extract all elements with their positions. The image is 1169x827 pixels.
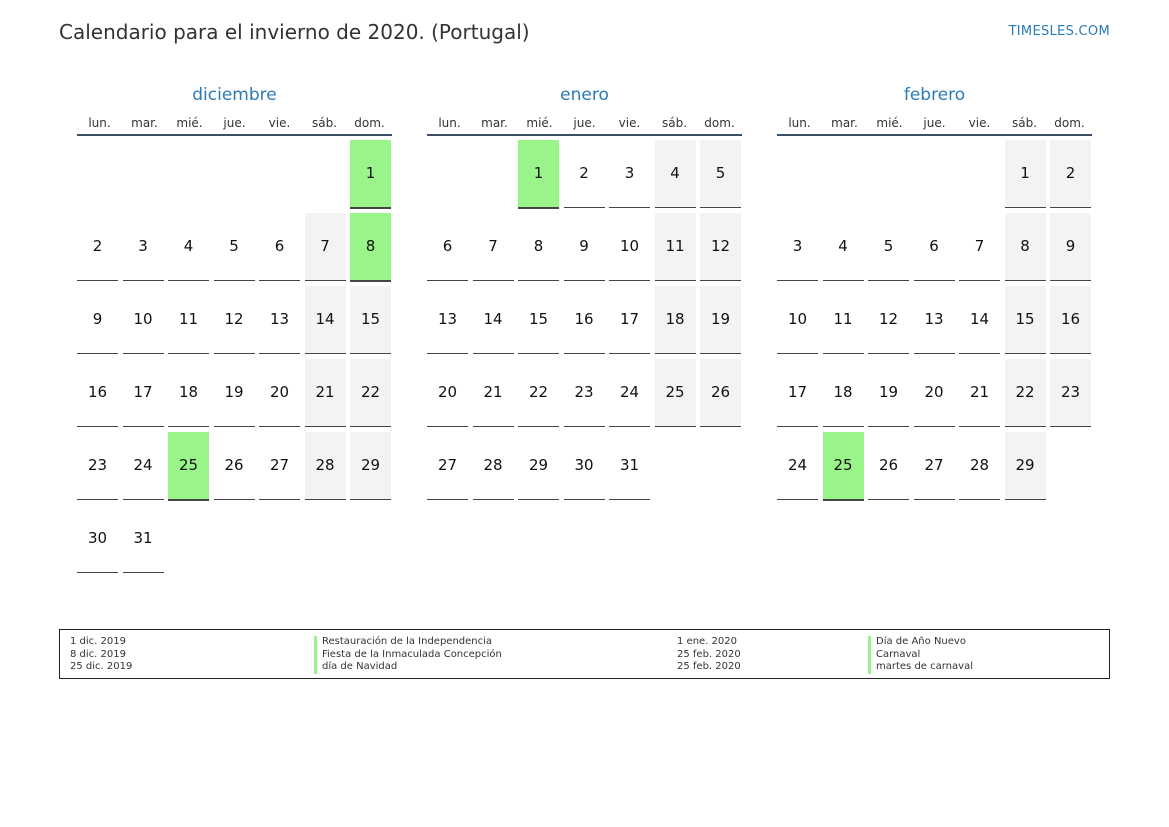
day-cell: 8 (518, 213, 559, 281)
day-cell: 24 (123, 432, 164, 500)
legend-holiday-name: Restauración de la Independencia (314, 636, 502, 649)
legend-date: 1 ene. 2020 (677, 636, 737, 647)
weekday-label: vie. (618, 116, 641, 130)
day-cell: 12 (868, 286, 909, 354)
day-cell: 27 (259, 432, 300, 500)
day-cell: 12 (700, 213, 741, 281)
day-cell: 18 (655, 286, 696, 354)
day-cell: 18 (168, 359, 209, 427)
day-cell: 17 (777, 359, 818, 427)
holiday-day-cell: 25 (168, 432, 209, 501)
holiday-day-cell: 1 (350, 140, 391, 209)
day-cell: 10 (777, 286, 818, 354)
day-cell: 13 (427, 286, 468, 354)
day-cell: 24 (777, 432, 818, 500)
day-cell: 6 (914, 213, 955, 281)
day-cell: 27 (914, 432, 955, 500)
legend-date: 25 feb. 2020 (677, 648, 741, 660)
day-cell: 29 (350, 432, 391, 500)
day-cell: 28 (959, 432, 1000, 500)
day-cell: 10 (609, 213, 650, 281)
day-cell: 3 (609, 140, 650, 208)
weekday-header (77, 112, 392, 136)
day-cell: 4 (168, 213, 209, 281)
weekday-label: lun. (88, 116, 111, 130)
legend-date: 25 dic. 2019 (70, 661, 133, 672)
day-cell: 15 (350, 286, 391, 354)
weekday-label: lun. (788, 116, 811, 130)
day-cell: 19 (700, 286, 741, 354)
day-cell: 30 (564, 432, 605, 500)
weekday-label: lun. (438, 116, 461, 130)
day-cell: 21 (305, 359, 346, 427)
day-cell: 26 (868, 432, 909, 500)
day-cell: 14 (959, 286, 1000, 354)
day-cell: 17 (123, 359, 164, 427)
weekday-label: sáb. (311, 116, 338, 130)
day-cell: 28 (473, 432, 514, 500)
site-link[interactable]: TIMESLES.COM (1008, 24, 1110, 39)
day-cell: 5 (700, 140, 741, 208)
weekday-label: dom. (1054, 116, 1085, 130)
day-cell: 25 (655, 359, 696, 427)
legend-date: 25 feb. 2020 (677, 661, 741, 672)
month-febrero (777, 82, 1092, 474)
day-cell: 7 (473, 213, 514, 281)
day-cell: 8 (1005, 213, 1046, 281)
day-cell: 23 (1050, 359, 1091, 427)
weekday-label: jue. (223, 116, 246, 130)
day-cell: 2 (564, 140, 605, 208)
day-cell: 5 (868, 213, 909, 281)
weekday-label: mar. (481, 116, 508, 130)
day-cell: 26 (700, 359, 741, 427)
day-cell: 9 (77, 286, 118, 354)
holiday-legend (59, 629, 1110, 679)
legend-date: 1 dic. 2019 (70, 636, 126, 647)
day-cell: 13 (259, 286, 300, 354)
day-cell: 3 (123, 213, 164, 281)
holiday-day-cell: 25 (823, 432, 864, 501)
day-cell: 15 (1005, 286, 1046, 354)
day-cell: 31 (609, 432, 650, 500)
day-cell: 20 (914, 359, 955, 427)
day-cell: 11 (655, 213, 696, 281)
day-cell: 11 (823, 286, 864, 354)
day-cell: 2 (77, 213, 118, 281)
day-cell: 4 (655, 140, 696, 208)
holiday-day-cell: 1 (518, 140, 559, 209)
page-title: Calendario para el invierno de 2020. (Portugal) (59, 20, 530, 44)
day-cell: 14 (473, 286, 514, 354)
day-cell: 21 (473, 359, 514, 427)
weekday-label: dom. (354, 116, 385, 130)
day-cell: 20 (259, 359, 300, 427)
day-cell: 24 (609, 359, 650, 427)
day-cell: 20 (427, 359, 468, 427)
day-cell: 29 (1005, 432, 1046, 500)
day-cell: 28 (305, 432, 346, 500)
day-cell: 14 (305, 286, 346, 354)
legend-date: 8 dic. 2019 (70, 648, 126, 660)
month-name: febrero (903, 85, 966, 105)
day-cell: 4 (823, 213, 864, 281)
day-cell: 29 (518, 432, 559, 500)
weekday-label: vie. (268, 116, 291, 130)
day-cell: 10 (123, 286, 164, 354)
legend-dates-right (677, 636, 741, 674)
day-cell: 15 (518, 286, 559, 354)
day-cell: 27 (427, 432, 468, 500)
day-cell: 22 (350, 359, 391, 427)
day-cell: 9 (564, 213, 605, 281)
legend-names-left (314, 636, 502, 674)
month-enero (427, 82, 742, 474)
weekday-header (427, 112, 742, 136)
day-cell: 22 (1005, 359, 1046, 427)
day-cell: 6 (427, 213, 468, 281)
day-cell: 13 (914, 286, 955, 354)
day-cell: 7 (959, 213, 1000, 281)
weekday-label: mar. (131, 116, 158, 130)
month-name: diciembre (192, 85, 277, 105)
weekday-label: mié. (176, 116, 203, 130)
day-cell: 23 (564, 359, 605, 427)
day-cell: 3 (777, 213, 818, 281)
legend-holiday-name: día de Navidad (314, 661, 502, 674)
day-cell: 16 (77, 359, 118, 427)
day-cell: 12 (214, 286, 255, 354)
legend-holiday-name: Carnaval (868, 649, 973, 662)
day-cell: 17 (609, 286, 650, 354)
day-cell: 2 (1050, 140, 1091, 208)
weekday-label: sáb. (661, 116, 688, 130)
day-cell: 1 (1005, 140, 1046, 208)
weekday-label: jue. (923, 116, 946, 130)
day-cell: 31 (123, 505, 164, 573)
weekday-label: sáb. (1011, 116, 1038, 130)
day-cell: 16 (564, 286, 605, 354)
day-cell: 18 (823, 359, 864, 427)
weekday-label: jue. (573, 116, 596, 130)
day-cell: 22 (518, 359, 559, 427)
day-cell: 30 (77, 505, 118, 573)
weekday-label: mié. (876, 116, 903, 130)
day-cell: 6 (259, 213, 300, 281)
weekday-label: mié. (526, 116, 553, 130)
holiday-day-cell: 8 (350, 213, 391, 282)
day-cell: 19 (214, 359, 255, 427)
day-cell: 16 (1050, 286, 1091, 354)
legend-holiday-name: martes de carnaval (868, 661, 973, 674)
weekday-label: mar. (831, 116, 858, 130)
weekday-label: dom. (704, 116, 735, 130)
day-cell: 5 (214, 213, 255, 281)
legend-names-right (868, 636, 973, 674)
day-cell: 21 (959, 359, 1000, 427)
legend-holiday-name: Fiesta de la Inmaculada Concepción (314, 649, 502, 662)
month-name: enero (560, 85, 609, 105)
weekday-label: vie. (968, 116, 991, 130)
day-cell: 11 (168, 286, 209, 354)
day-cell: 19 (868, 359, 909, 427)
day-cell: 9 (1050, 213, 1091, 281)
day-cell: 23 (77, 432, 118, 500)
weekday-header (777, 112, 1092, 136)
day-cell: 7 (305, 213, 346, 281)
month-diciembre (77, 82, 392, 547)
legend-dates-left (70, 636, 132, 674)
legend-holiday-name: Día de Año Nuevo (868, 636, 973, 649)
day-cell: 26 (214, 432, 255, 500)
